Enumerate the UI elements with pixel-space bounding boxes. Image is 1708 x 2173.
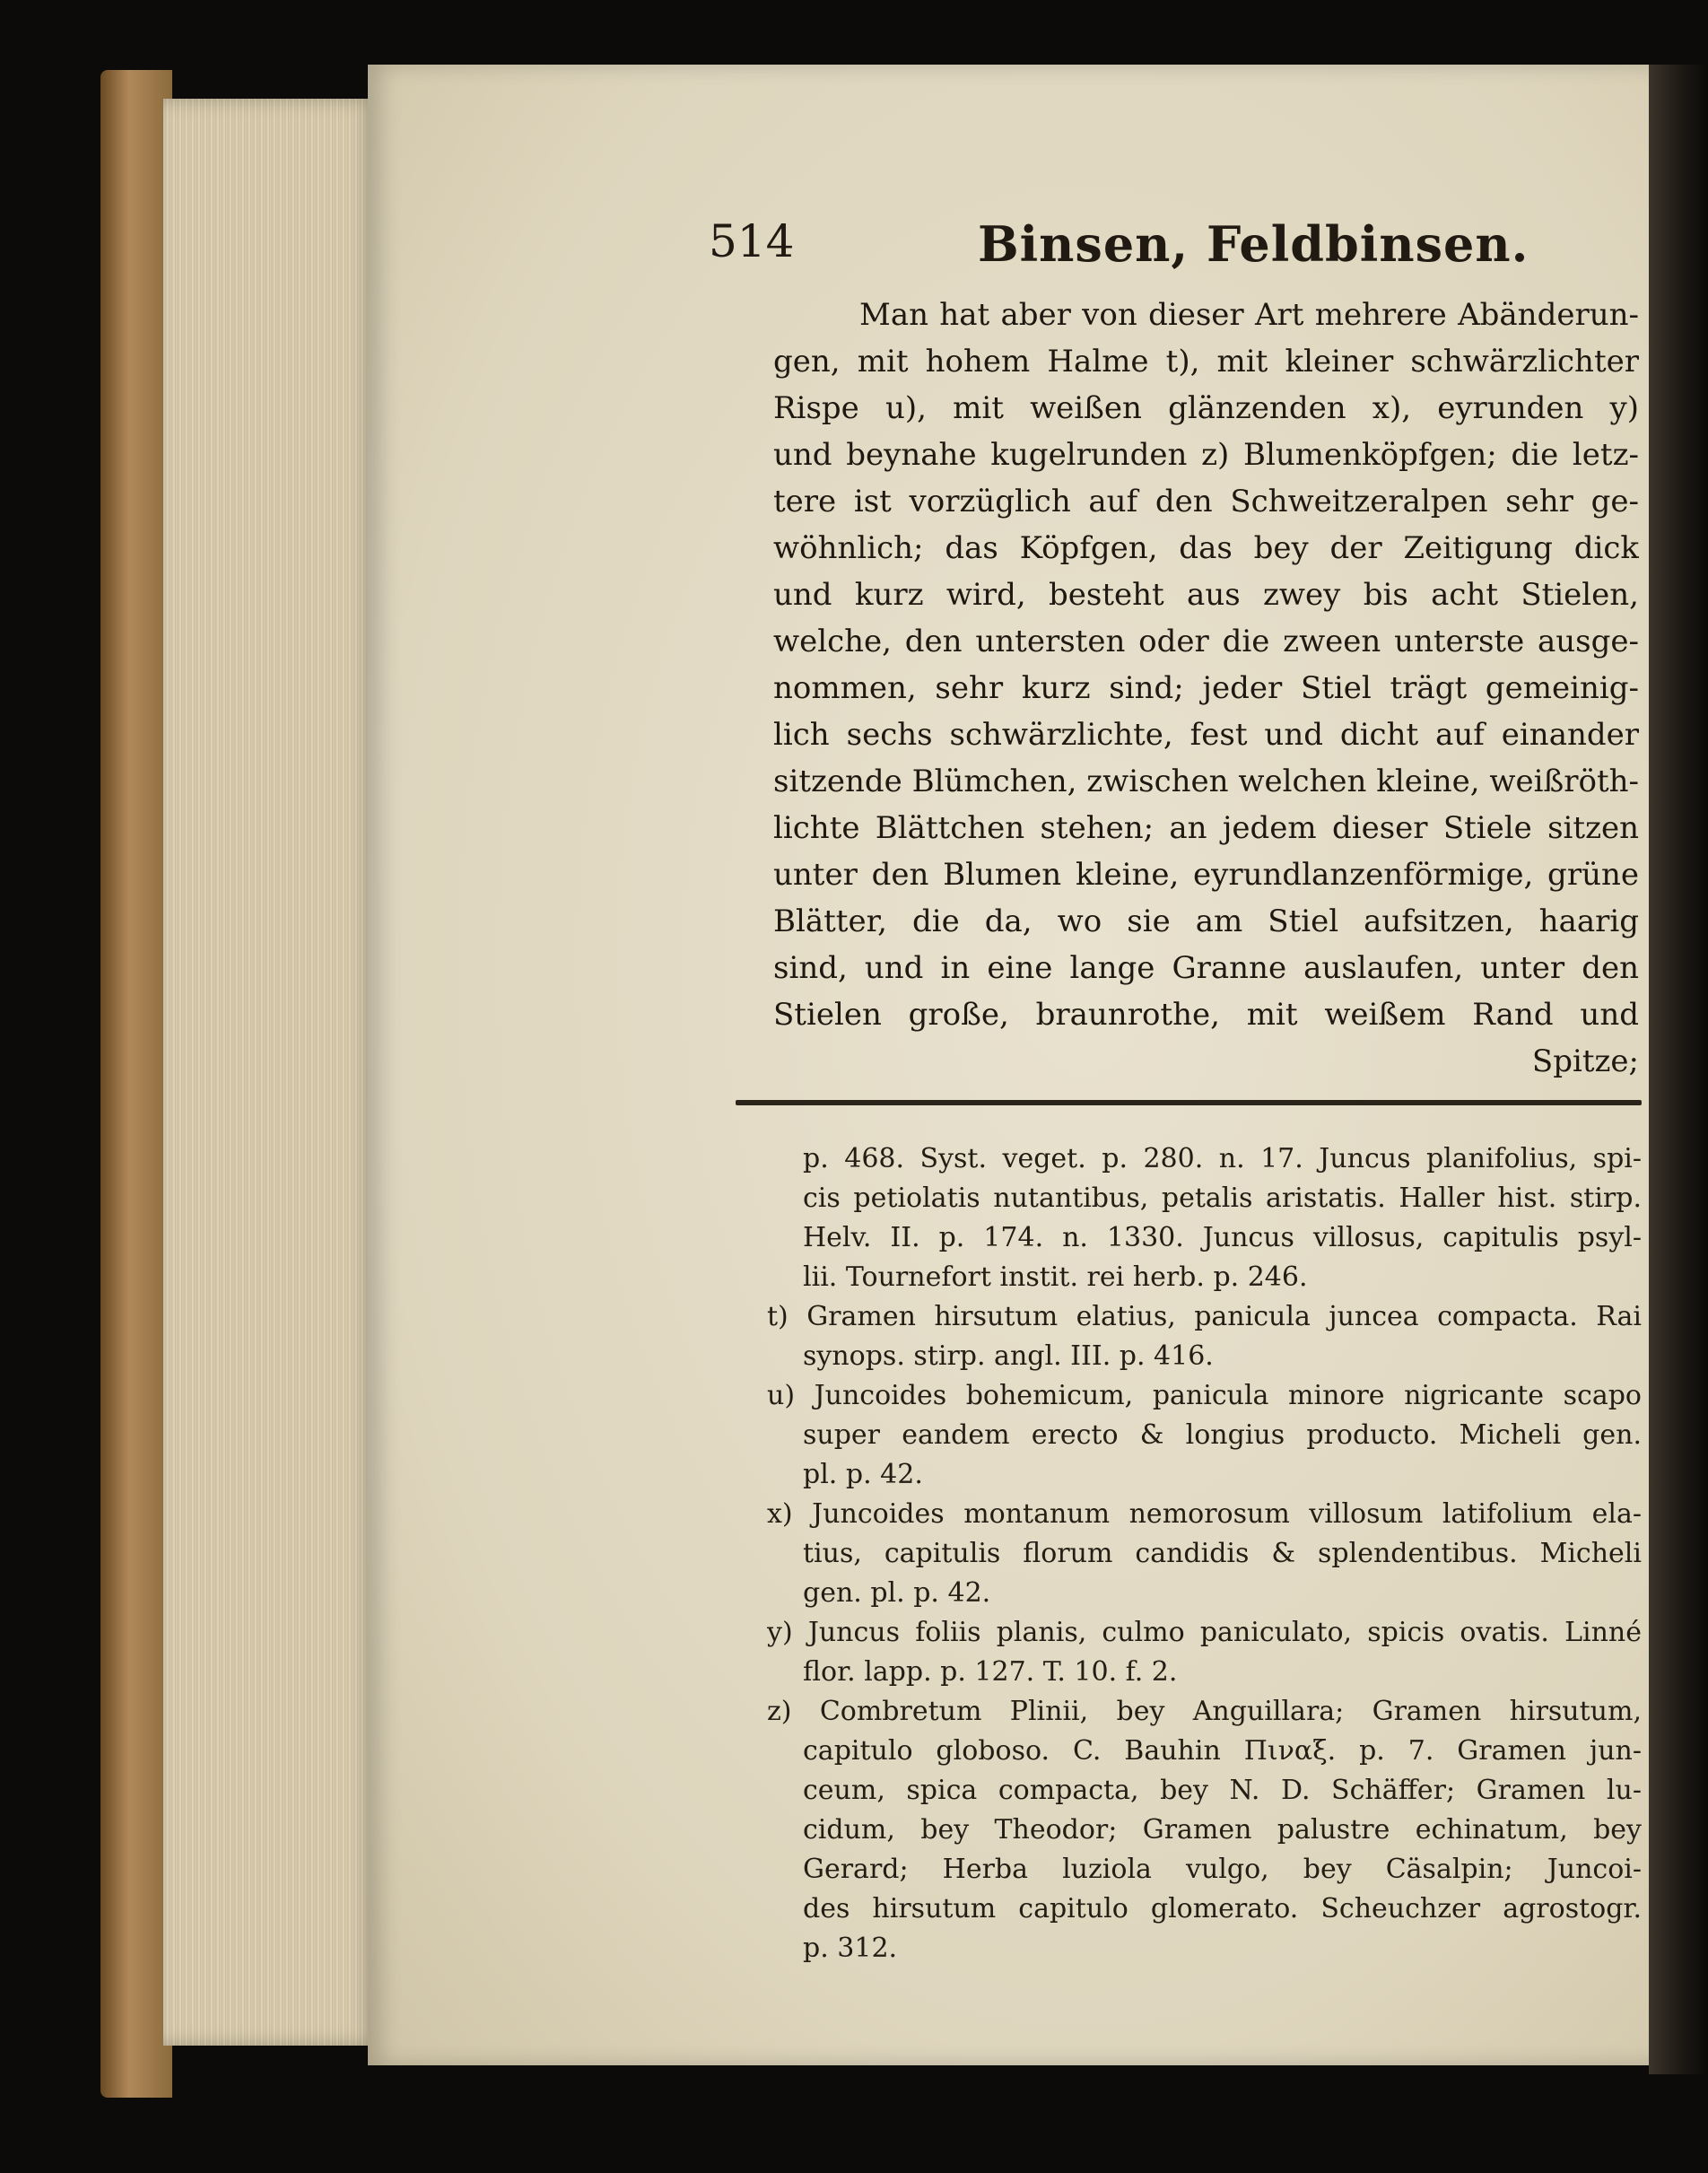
footnote-line: capitulo globoso. C. Bauhin Πιναξ. p. 7. Gramen jun- (803, 1735, 1642, 1767)
footnote-line: pl. p. 42. (803, 1459, 923, 1490)
footnote-line: u) Juncoides bohemicum, panicula minore nigricante scapo (767, 1380, 1642, 1411)
footnote-line: z) Combretum Plinii, bey Anguillara; Gramen hirsutum, (767, 1696, 1642, 1727)
text-line: lich sechs schwärzlichte, fest und dicht auf einander (773, 717, 1639, 753)
footnote-line: Gerard; Herba luziola vulgo, bey Cäsalpin; Juncoi- (803, 1854, 1642, 1885)
footnote-line: lii. Tournefort instit. rei herb. p. 246. (803, 1261, 1308, 1293)
text-line: lichte Blättchen stehen; an jedem dieser Stiele sitzen (773, 810, 1639, 846)
footnote-line: p. 312. (803, 1933, 898, 1964)
footnote-line: cis petiolatis nutantibus, petalis aristatis. Haller hist. stirp. (803, 1182, 1642, 1214)
footnote-line: gen. pl. p. 42. (803, 1577, 991, 1609)
footnote-line: x) Juncoides montanum nemorosum villosum latifolium ela- (767, 1498, 1642, 1530)
footnote-rule (736, 1100, 1642, 1105)
footnote-line: y) Juncus foliis planis, culmo paniculato, spicis ovatis. Linné (767, 1617, 1642, 1648)
text-line: sitzende Blümchen, zwischen welchen kleine, weißröth- (773, 764, 1639, 799)
gutter (1649, 65, 1708, 2074)
text-line: welche, den untersten oder die zween unterste ausge- (773, 624, 1639, 659)
text-line: Spitze; (1531, 1043, 1639, 1079)
text-line: tere ist vorzüglich auf den Schweitzeralpen sehr ge- (773, 484, 1639, 519)
text-line: nommen, sehr kurz sind; jeder Stiel trägt gemeinig- (773, 670, 1639, 706)
running-head: Binsen, Feldbinsen. (978, 215, 1529, 273)
book-spine (100, 70, 172, 2098)
text-line: Blätter, die da, wo sie am Stiel aufsitzen, haarig (773, 903, 1639, 939)
footnote-line: tius, capitulis florum candidis & splendentibus. Micheli (803, 1538, 1642, 1569)
footnote-line: t) Gramen hirsutum elatius, panicula juncea compacta. Rai (767, 1301, 1642, 1332)
footnote-line: ceum, spica compacta, bey N. D. Schäffer; Gramen lu- (803, 1775, 1642, 1806)
page-edges (163, 99, 379, 2046)
footnote-line: flor. lapp. p. 127. T. 10. f. 2. (803, 1656, 1178, 1688)
text-line: wöhnlich; das Köpfgen, das bey der Zeitigung dick (773, 530, 1639, 566)
text-line: und kurz wird, besteht aus zwey bis acht Stielen, (773, 577, 1639, 613)
text-line: und beynahe kugelrunden z) Blumenköpfgen; die letz- (773, 437, 1639, 473)
text-line: Stielen große, braunrothe, mit weißem Rand und (773, 997, 1639, 1033)
footnote-line: synops. stirp. angl. III. p. 416. (803, 1340, 1214, 1372)
page-number: 514 (709, 215, 795, 267)
footnote-line: super eandem erecto & longius producto. Micheli gen. (803, 1419, 1642, 1451)
text-line: sind, und in eine lange Granne auslaufen, unter den (773, 950, 1639, 986)
footnote-line: p. 468. Syst. veget. p. 280. n. 17. Juncus planifolius, spi- (803, 1143, 1642, 1174)
text-line: Man hat aber von dieser Art mehrere Abänderun- (859, 297, 1639, 333)
page-header (709, 215, 1678, 287)
text-line: gen, mit hohem Halme t), mit kleiner schwärzlichter (773, 344, 1639, 380)
text-line: Rispe u), mit weißen glänzenden x), eyrunden y) (773, 390, 1639, 426)
footnote-line: des hirsutum capitulo glomerato. Scheuchzer agrostogr. (803, 1893, 1642, 1924)
footnote-line: Helv. II. p. 174. n. 1330. Juncus villosus, capitulis psyl- (803, 1222, 1642, 1253)
footnote-line: cidum, bey Theodor; Gramen palustre echinatum, bey (803, 1814, 1642, 1846)
text-line: unter den Blumen kleine, eyrundlanzenförmige, grüne (773, 857, 1639, 893)
